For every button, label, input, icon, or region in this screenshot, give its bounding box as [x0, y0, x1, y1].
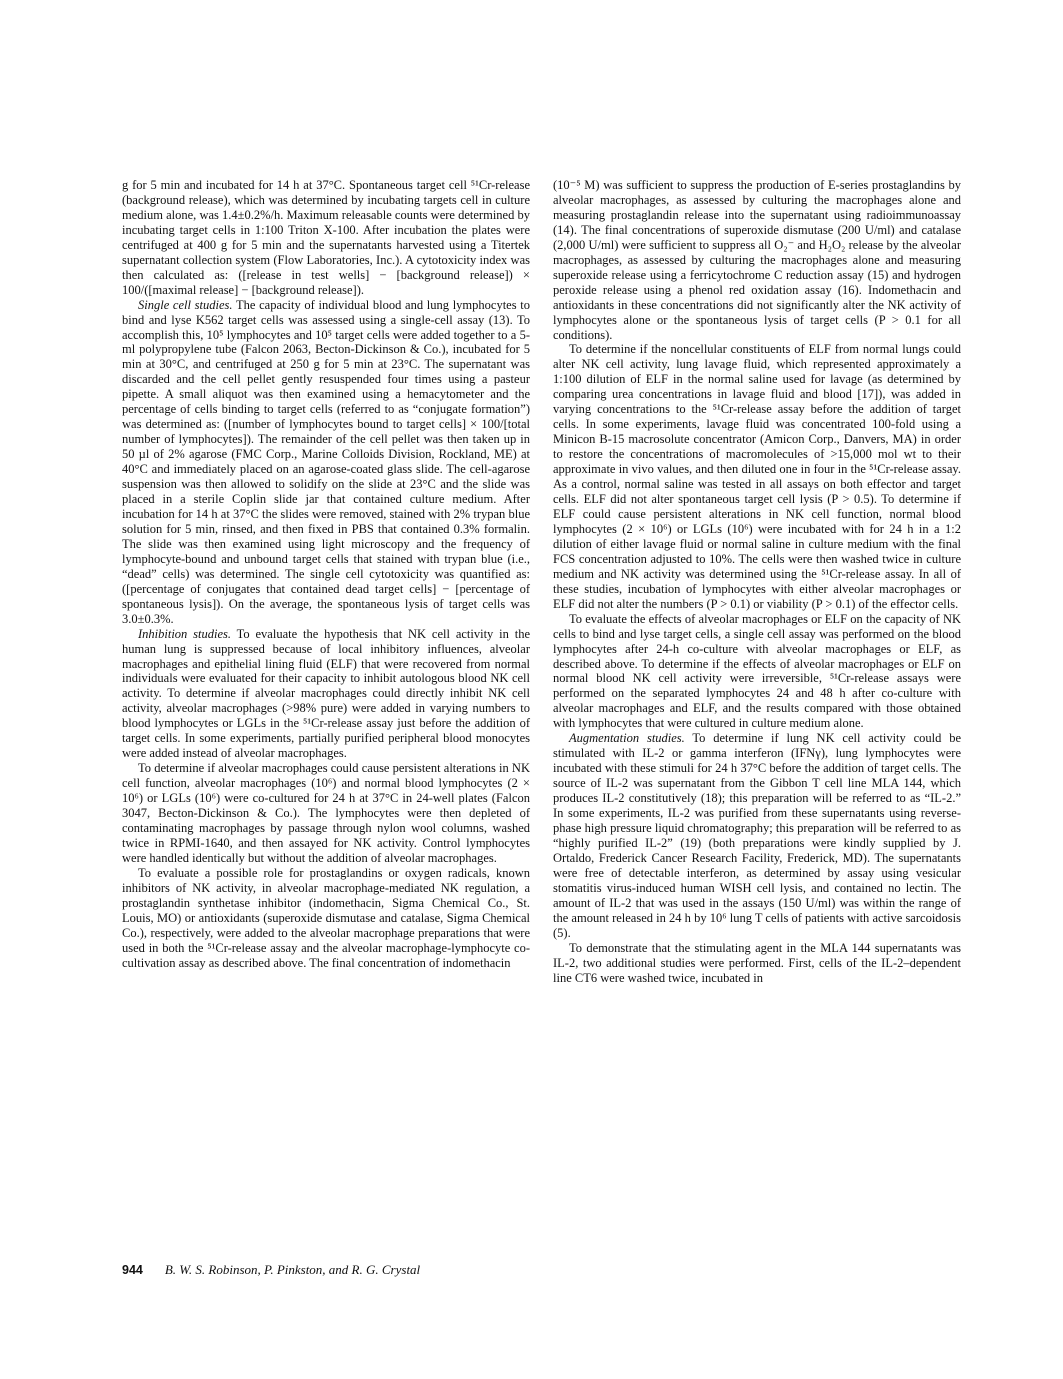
paragraph — [122, 866, 530, 971]
paragraph-text: g for 5 min and incubated for 14 h at 37°C. Spontaneous target cell ⁵¹Cr-release (background release), which was determined by incubating targets cell in culture medium alone, was 1.4±0.2%/h. Maximum releasable counts were determined by incubating target cells in 1:100 Triton X-100. After incubation the plates were centrifuged at 400 g for 5 min and the supernatants harvested using a Titertek supernatant collection system (Flow Laboratories, Inc.). A cytotoxicity index was then calculated as: ([release in test wells] − [background release]) × 100/([maximal release] − [background release]). — [122, 178, 530, 297]
run-in-heading: Single cell studies. — [138, 297, 233, 312]
paragraph-text: To evaluate the effects of alveolar macrophages or ELF on the capacity of NK cells to bind and lyse target cells, a single cell assay was performed on the blood lymphocytes after 24-h co-culture with alveolar macrophages or ELF, as described above. To determine if the effects of alveolar macrophages or ELF on normal blood NK cell activity were irreversible, ⁵¹Cr-release assays were performed on the separated lymphocytes 24 and 48 h after co-culture with alveolar macrophages and ELF, and the results compared with those obtained with lymphocytes that were cultured in culture medium alone. — [553, 611, 961, 731]
run-in-heading: Inhibition studies. — [138, 626, 232, 641]
paragraph-text: The capacity of individual blood and lung lymphocytes to bind and lyse K562 target cells was assessed using a single-cell assay (13). To accomplish this, 10⁵ lymphocytes and 10⁵ target cells were added together to a 5-ml polypropylene tube (Falcon 2063, Becton-Dickinson & Co.), incubated for 5 min at 30°C, and centrifuged at 250 g for 5 min at 23°C. The supernatant was discarded and the cell pellet gently resuspended four times using a pasteur pipette. A small aliquot was then examined using a hemacytometer and the percentage of cells binding to target cells (referred to as “conjugate formation”) was determined as: ([number of lymphocytes bound to target cells] × 100/[total number of lymphocytes]). The remainder of the cell pellet was then taken up in 50 µl of 2% agarose (FMC Corp., Marine Colloids Division, Rockland, ME) at 40°C and immediately placed on an agarose-coated glass slide. The cell-agarose suspension was then allowed to solidify on the slide at 23°C and the slide was placed in a sterile Coplin slide jar that contained culture medium. After incubation for 14 h at 37°C the slides were removed, stained with 2% trypan blue solution for 5 min, rinsed, and then fixed in PBS that contained 0.3% formalin. The slide was then examined using light microscopy and the frequency of lymphocyte-bound and unbound target cells that stained with trypan blue (i.e., “dead” cells) was determined. The single cell cytotoxicity was quantified as: ([percentage of conjugates that contained dead target cells] − [percentage of spontaneous lysis]). On the average, the spontaneous lysis of target cells was 3.0±0.3%. — [122, 297, 530, 626]
paragraph-text: To determine if the noncellular constituents of ELF from normal lungs could alter NK cell activity, lung lavage fluid, which represented approximately a 1:100 dilution of ELF in the normal saline used for lavage (as determined by comparing urea concentrations in lavage fluid and blood [17]), was added in varying concentrations to the ⁵¹Cr-release assay before the addition of target cells. In some experiments, lavage fluid was concentrated 100-fold using a Minicon B-15 macrosolute concentrator (Amicon Corp., Danvers, MA) in order to restore the concentrations of macromolecules of >15,000 mol wt to their approximate in vivo values, and then diluted one in four in the ⁵¹Cr-release assay. As a control, normal saline was tested in all assays on both effector and target cells. ELF did not alter spontaneous target cell lysis (P > 0.5). To determine if ELF could cause persistent alterations in NK cell function, normal blood lymphocytes (2 × 10⁶) or LGLs (10⁶) were incubated with for 24 h in a 1:2 dilution of either lavage fluid or normal saline in culture medium with the final FCS concentration adjusted to 10%. The cells were then washed twice in culture medium and NK activity was determined using the ⁵¹Cr-release assay. In all of these studies, incubation of lymphocytes with either alveolar macrophages or ELF did not alter the numbers (P > 0.1) or viability (P > 0.1) of the effector cells. — [553, 342, 961, 611]
paragraph — [553, 731, 961, 940]
paragraph-text: To demonstrate that the stimulating agent in the MLA 144 supernatants was IL-2, two additional studies were performed. First, cells of the IL-2–dependent line CT6 were washed twice, incubated in — [553, 940, 961, 985]
paragraph-text: To determine if lung NK cell activity could be stimulated with IL-2 or gamma interferon (IFNγ), lung lymphocytes were incubated with these stimuli for 24 h 37°C before the addition of target cells. The source of IL-2 was supernatant from the Gibbon T cell line MLA 144, which produces IL-2 constitutively (18); this preparation will be referred to as “IL-2.” In some experiments, IL-2 was purified from these supernatants using reverse-phase high pressure liquid chromatography; this preparation will be referred to as “highly purified IL-2” (19) (both preparations were kindly supplied by J. Ortaldo, Frederick Cancer Research Facility, Frederick, MD). The supernatants were free of detectable interferon, as determined by assay using vesicular stomatitis virus-induced human WISH cell lysis, and contained no lectin. The amount of IL-2 that was used in the assays (150 U/ml) was within the range of the amount released in 24 h by 10⁶ lung T cells of patients with active sarcoidosis (5). — [553, 731, 961, 940]
run-in-heading: Augmentation studies. — [569, 731, 685, 746]
paragraph — [122, 298, 530, 627]
right-column — [553, 178, 961, 985]
page-number: 944 — [122, 1263, 143, 1277]
paragraph — [122, 761, 530, 866]
paragraph-text: To determine if alveolar macrophages could cause persistent alterations in NK cell function, alveolar macrophages (10⁶) and normal blood lymphocytes (2 × 10⁶) or LGLs (10⁶) were co-cultured for 24 h at 37°C in 24-well plates (Falcon 3047, Becton-Dickinson & Co.). The lymphocytes were then depleted of contaminating macrophages by passage through nylon wool columns, washed twice in RPMI-1640, and then assayed for NK activity. Control lymphocytes were handled identically but without the addition of alveolar macrophages. — [122, 761, 530, 865]
paragraph-text: (10⁻⁵ M) was sufficient to suppress the production of E-series prostaglandins by alveolar macrophages, as assessed by culturing the macrophages alone and measuring prostaglandin release into the supernatant using radioimmunoassay (14). The final concentrations of superoxide dismutase (200 U/ml) and catalase (2,000 U/ml) were sufficient to suppress all O₂⁻ and H₂O₂ release by the alveolar macrophages, as assessed by culturing the macrophages alone and measuring superoxide release using a ferricytochrome C reduction assay (15) and hydrogen peroxide release using a phenol red oxidation assay (16). Indomethacin and antioxidants in these concentrations did not significantly alter the NK activity of lymphocytes alone or the spontaneous lysis of target cells (P > 0.1 for all conditions). — [553, 178, 961, 342]
paragraph — [122, 178, 530, 298]
paragraph-text: To evaluate the hypothesis that NK cell activity in the human lung is suppressed because of local inhibitory influences, alveolar macrophages and epithelial lining fluid (ELF) that were recovered from normal individuals were evaluated for their capacity to inhibit autologous blood NK cell activity. To determine if alveolar macrophages could directly inhibit NK cell activity, alveolar macrophages (>98% pure) were added in varying numbers to blood lymphocytes or LGLs in the ⁵¹Cr-release assay just before the addition of target cells. In some experiments, partially purified peripheral blood monocytes were added instead of alveolar macrophages. — [122, 626, 531, 761]
paragraph — [553, 941, 961, 986]
paragraph-text: To evaluate a possible role for prostaglandins or oxygen radicals, known inhibitors of NK activity, in alveolar macrophage-mediated NK regulation, a prostaglandin synthetase inhibitor (indomethacin, Sigma Chemical Co., St. Louis, MO) or antioxidants (superoxide dismutase and catalase, Sigma Chemical Co.), respectively, were added to the alveolar macrophage preparations that were used in both the ⁵¹Cr-release assay and the alveolar macrophage-lymphocyte co-cultivation assay as described above. The final concentration of indomethacin — [122, 865, 530, 970]
paragraph — [553, 612, 961, 732]
paragraph — [553, 178, 961, 342]
page-footer — [122, 1262, 622, 1278]
paragraph — [553, 342, 961, 611]
running-authors: B. W. S. Robinson, P. Pinkston, and R. G. Crystal — [164, 1262, 421, 1277]
left-column — [122, 178, 530, 971]
paragraph — [122, 627, 530, 762]
